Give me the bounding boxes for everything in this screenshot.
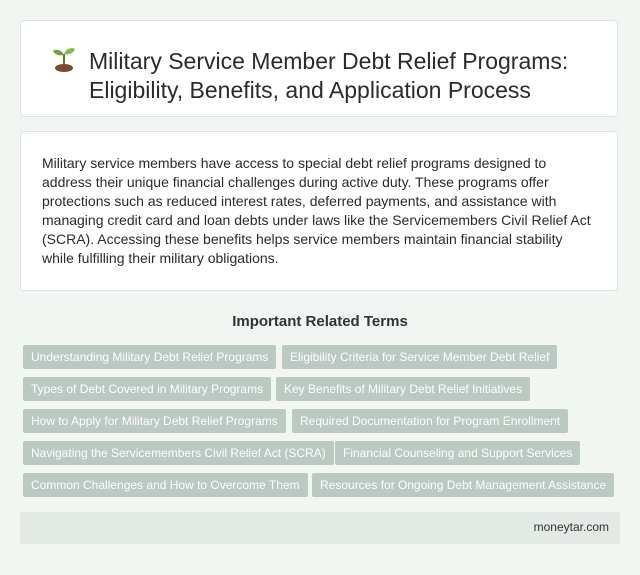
page-title: Military Service Member Debt Relief Programs: Eligibility, Benefits, and Application Process	[89, 48, 569, 103]
description-card	[20, 131, 618, 291]
term-tag[interactable]: Types of Debt Covered in Military Programs	[23, 377, 271, 401]
related-terms-heading: Important Related Terms	[232, 313, 408, 330]
term-tag[interactable]: Understanding Military Debt Relief Programs	[23, 345, 276, 369]
term-tag[interactable]: Required Documentation for Program Enrollment	[292, 409, 568, 433]
description-text: Military service members have access to special debt relief programs designed to address their unique financial challenges during active duty. These programs offer protections such as reduced interest rates, deferred payments, and assistance with managing credit card and loan debts under laws like the Servicemembers Civil Relief Act (SCRA). Accessing these benefits helps service members maintain financial stability while fulfilling their military obligations.	[42, 155, 591, 266]
site-name: moneytar.com	[533, 520, 609, 534]
term-tag[interactable]: Navigating the Servicemembers Civil Relief Act (SCRA)	[23, 441, 334, 465]
title-card	[20, 20, 618, 117]
term-tag[interactable]: Eligibility Criteria for Service Member Debt Relief	[282, 345, 557, 369]
term-tag[interactable]: Resources for Ongoing Debt Management Assistance	[312, 473, 614, 497]
footer	[20, 512, 620, 544]
term-tag[interactable]: How to Apply for Military Debt Relief Programs	[23, 409, 286, 433]
term-tag[interactable]: Common Challenges and How to Overcome Them	[23, 473, 308, 497]
seedling-icon	[51, 45, 77, 73]
term-tag[interactable]: Key Benefits of Military Debt Relief Initiatives	[276, 377, 530, 401]
term-tag[interactable]: Financial Counseling and Support Services	[335, 441, 580, 465]
